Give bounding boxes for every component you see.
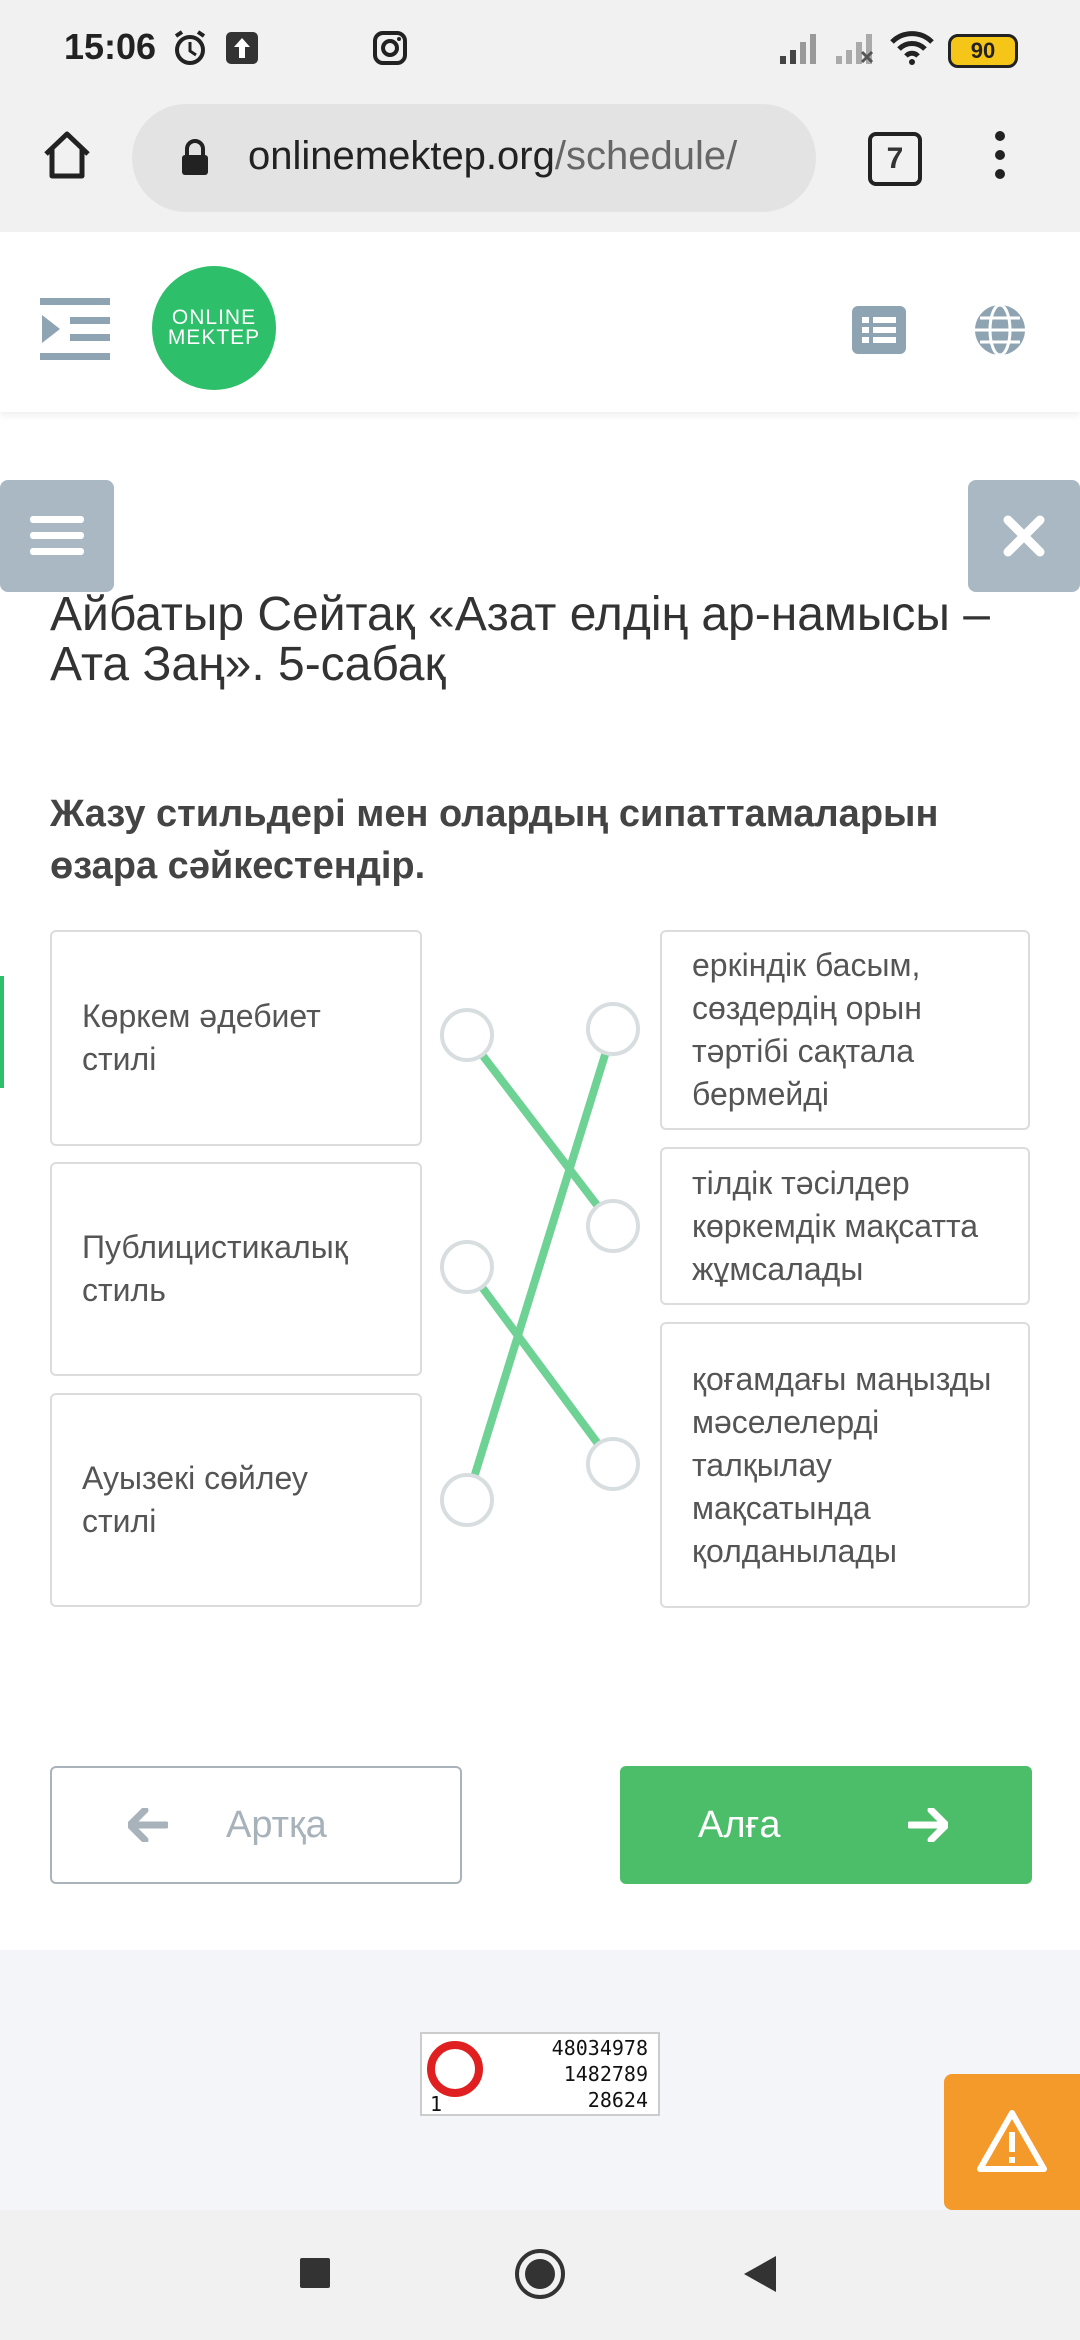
counter-line-1: 48034978 [551, 2036, 648, 2060]
warning-icon [976, 2108, 1048, 2174]
online-mektep-logo[interactable] [152, 266, 276, 390]
list-view-icon[interactable] [852, 306, 906, 354]
match-left-item-1[interactable] [50, 930, 422, 1146]
connection-line-2 [467, 1267, 613, 1464]
visit-counter [420, 2032, 660, 2116]
counter-index: 1 [430, 2092, 443, 2116]
back-button-label: Артқа [226, 1804, 327, 1846]
battery-icon: 90 [948, 34, 1018, 68]
home-nav-icon[interactable] [514, 2248, 566, 2300]
match-right-item-3[interactable] [660, 1322, 1030, 1608]
more-options-icon[interactable] [990, 130, 1010, 180]
tab-count-button[interactable]: 7 [868, 132, 922, 186]
left-connector-2[interactable] [440, 1240, 494, 1294]
left-accent-bar [0, 976, 4, 1088]
status-time: 15:06 [64, 26, 157, 67]
home-icon[interactable] [40, 128, 94, 182]
logo-line-2: MEKTEP [167, 326, 261, 349]
match-right-label: тілдік тәсілдер көркемдік мақсатта жұмсалады [692, 1164, 979, 1287]
match-right-label: қоғамдағы маңызды мәселелерді талқылау мақсатында қолданылады [692, 1360, 992, 1569]
recent-apps-icon[interactable] [298, 2256, 332, 2290]
match-left-label: Көркем әдебиет стилі [82, 998, 321, 1077]
signal-off-icon [834, 30, 878, 66]
url-domain: onlinemektep.org [248, 134, 555, 178]
wifi-icon [888, 28, 936, 68]
counter-logo-icon [426, 2040, 484, 2098]
alarm-icon [170, 28, 210, 68]
instagram-icon [370, 28, 410, 68]
signal-icon [778, 30, 822, 66]
report-problem-button[interactable] [944, 2074, 1080, 2210]
next-button-label: Алға [698, 1804, 781, 1846]
match-right-label: еркіндік басым, сөздердің орын тәртібі сақтала бермейді [692, 947, 922, 1112]
counter-line-3: 28624 [587, 2088, 648, 2112]
left-connector-3[interactable] [440, 1473, 494, 1527]
lock-icon [178, 138, 212, 178]
globe-icon[interactable] [972, 302, 1028, 358]
arrow-left-icon [128, 1808, 168, 1842]
sidebar-toggle-icon[interactable] [40, 296, 112, 362]
match-left-label: Ауызекі сөйлеу стилі [82, 1460, 308, 1539]
match-left-item-3[interactable] [50, 1393, 422, 1607]
match-right-item-1[interactable] [660, 930, 1030, 1130]
back-nav-icon[interactable] [742, 2254, 778, 2294]
counter-line-2: 1482789 [563, 2062, 648, 2086]
close-button[interactable] [968, 480, 1080, 592]
hamburger-icon [30, 514, 84, 558]
lesson-title: Айбатыр Сейтақ «Азат елдің ар-намысы – Ата Заң». 5-сабақ [50, 588, 990, 691]
upload-icon [222, 28, 262, 68]
logo-line-1: ONLINE [171, 306, 257, 329]
match-right-item-2[interactable] [660, 1147, 1030, 1305]
match-left-label: Публицистикалық стиль [82, 1229, 348, 1308]
question-instruction: Жазу стильдері мен олардың сипаттамаларын өзара сәйкестендір. [50, 793, 939, 887]
right-connector-1[interactable] [586, 1002, 640, 1056]
arrow-right-icon [908, 1808, 948, 1842]
url-text[interactable] [248, 134, 788, 179]
menu-button[interactable] [0, 480, 114, 592]
next-button[interactable] [620, 1766, 1032, 1884]
left-connector-1[interactable] [440, 1008, 494, 1062]
right-connector-2[interactable] [586, 1199, 640, 1253]
match-left-item-2[interactable] [50, 1162, 422, 1376]
connection-line-1 [467, 1035, 613, 1226]
close-icon [1002, 514, 1046, 558]
right-connector-3[interactable] [586, 1437, 640, 1491]
url-path: /schedule/ [554, 134, 738, 178]
